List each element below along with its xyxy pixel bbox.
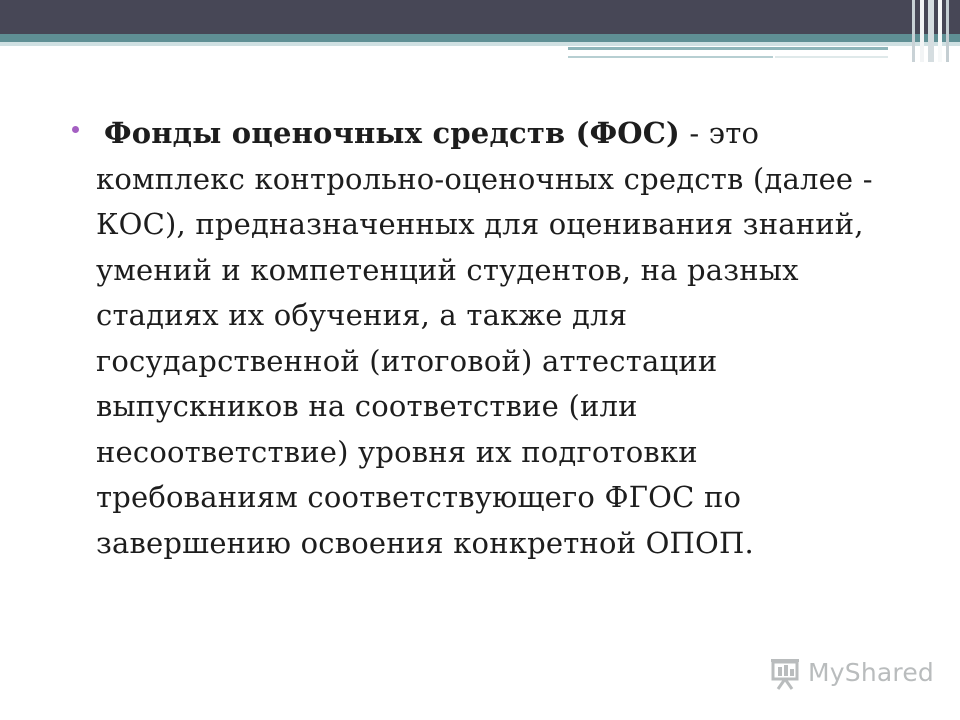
vertical-rule (946, 0, 949, 62)
accent-line (775, 56, 888, 58)
definition-text: - это комплекс контрольно-оценочных средств (далее - КОС), предназначенных для оценивания знаний, умений и компетенций студентов, на разных стадиях их обучения, а также для государственной (итоговой) аттестации выпускников на соответствие (или несоответствие) уровня их подготовки требованиям соответствующего ФГОС по завершению освоения конкретной ОПОП. (96, 116, 873, 560)
vertical-rule (928, 0, 934, 62)
defined-term: Фонды оценочных средств (ФОС) (104, 116, 680, 150)
watermark-text: MyShared (808, 658, 934, 687)
vertical-rule (912, 0, 915, 62)
slide-body (96, 111, 876, 566)
watermark-logo (768, 655, 934, 691)
accent-line (568, 47, 888, 50)
vertical-rule (920, 0, 924, 62)
accent-line (568, 56, 773, 58)
presentation-board-icon (768, 655, 802, 691)
light-stripe (0, 42, 960, 46)
vertical-rule (938, 0, 942, 62)
teal-stripe (0, 34, 960, 42)
bullet-paragraph (96, 111, 876, 566)
bullet-icon (72, 126, 79, 133)
header-band (0, 0, 960, 34)
